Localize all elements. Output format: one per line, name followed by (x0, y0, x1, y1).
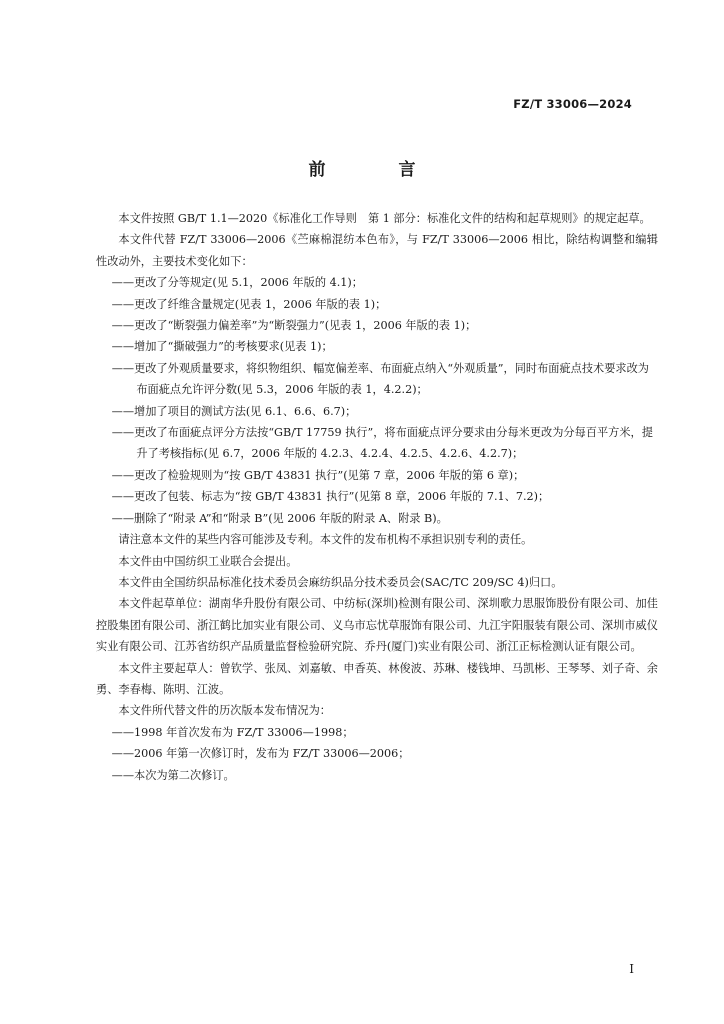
change-item: ——更改了纤维含量规定(见表 1，2006 年版的表 1)； (111, 297, 387, 311)
change-item: ——更改了包装、标志为“按 GB/T 43831 执行”(见第 8 章，2006 年版的 7.1、7.2)； (111, 490, 550, 504)
page-title: 前 言 (308, 160, 444, 180)
paragraph-history-intro: 本文件所代替文件的历次版本发布情况为： (118, 704, 331, 718)
paragraph-drafting-rules: 本文件按照 GB/T 1.1—2020《标准化工作导则 第 1 部分：标准化文件的结构和起草规则》的规定起草。 (118, 212, 651, 225)
change-item: ——更改了“断裂强力偏差率”为“断裂强力”(见表 1，2006 年版的表 1)； (111, 319, 477, 333)
paragraph-drafting-units: 本文件起草单位：湖南华升股份有限公司、中纺标(深圳)检测有限公司、深圳歌力思服饰股份有限公司、加佳控股集团有限公司、浙江鹤比加实业有限公司、义乌市忘忧草服饰有限公司、九江宇阳服装有限公司、深圳市威仪实业有限公司、江苏省纺织产品质量监督检验研究院、乔丹(厦门)实业有限公司、浙江正标检测认证有限公司。 (96, 597, 658, 654)
paragraph-drafters: 本文件主要起草人：曾钦学、张凤、刘嘉敏、申香英、林俊波、苏琳、楼钱坤、马凯彬、王琴琴、刘子奇、余勇、李春梅、陈明、江波。 (96, 661, 658, 696)
paragraph-patent-notice: 请注意本文件的某些内容可能涉及专利。本文件的发布机构不承担识别专利的责任。 (118, 533, 533, 547)
history-item: ——本次为第二次修订。 (111, 768, 235, 782)
change-item: ——更改了布面疵点评分方法按“GB/T 17759 执行”，将布面疵点评分要求由分每米更改为分每百平方米，提升了考核指标(见 6.7，2006 年版的 4.2.3、4.2.4、4.2.5、4.2.6、4.2.7)； (111, 426, 653, 461)
paragraph-proposer: 本文件由中国纺织工业联合会提出。 (118, 554, 298, 568)
page-number: I (629, 962, 634, 976)
change-item: ——更改了外观质量要求，将织物组织、幅宽偏差率、布面疵点纳入“外观质量”，同时布面疵点技术要求改为布面疵点允许评分数(见 5.3，2006 年版的表 1，4.2.2)； (111, 361, 649, 397)
change-item: ——删除了“附录 A”和“附录 B”(见 2006 年版的附录 A、附录 B)。 (111, 511, 448, 525)
paragraph-replacement: 本文件代替 FZ/T 33006—2006《苎麻棉混纺本色布》，与 FZ/T 33006—2006 相比，除结构调整和编辑性改动外，主要技术变化如下： (96, 233, 658, 268)
change-item: ——更改了分等规定(见 5.1，2006 年版的 4.1)； (111, 276, 363, 290)
change-item: ——增加了“撕破强力”的考核要求(见表 1)； (111, 340, 333, 354)
paragraph-committee: 本文件由全国纺织品标准化技术委员会麻纺织品分技术委员会(SAC/TC 209/SC 4)归口。 (118, 575, 563, 589)
standard-number: FZ/T 33006—2024 (513, 97, 632, 111)
change-item: ——更改了检验规则为“按 GB/T 43831 执行”(见第 7 章，2006 年版的第 6 章)； (111, 468, 525, 482)
foreword-body (96, 208, 658, 786)
change-item: ——增加了项目的测试方法(见 6.1、6.6、6.7)； (111, 404, 357, 418)
history-item: ——1998 年首次发布为 FZ/T 33006—1998； (111, 725, 354, 739)
history-item: ——2006 年第一次修订时，发布为 FZ/T 33006—2006； (111, 747, 410, 761)
